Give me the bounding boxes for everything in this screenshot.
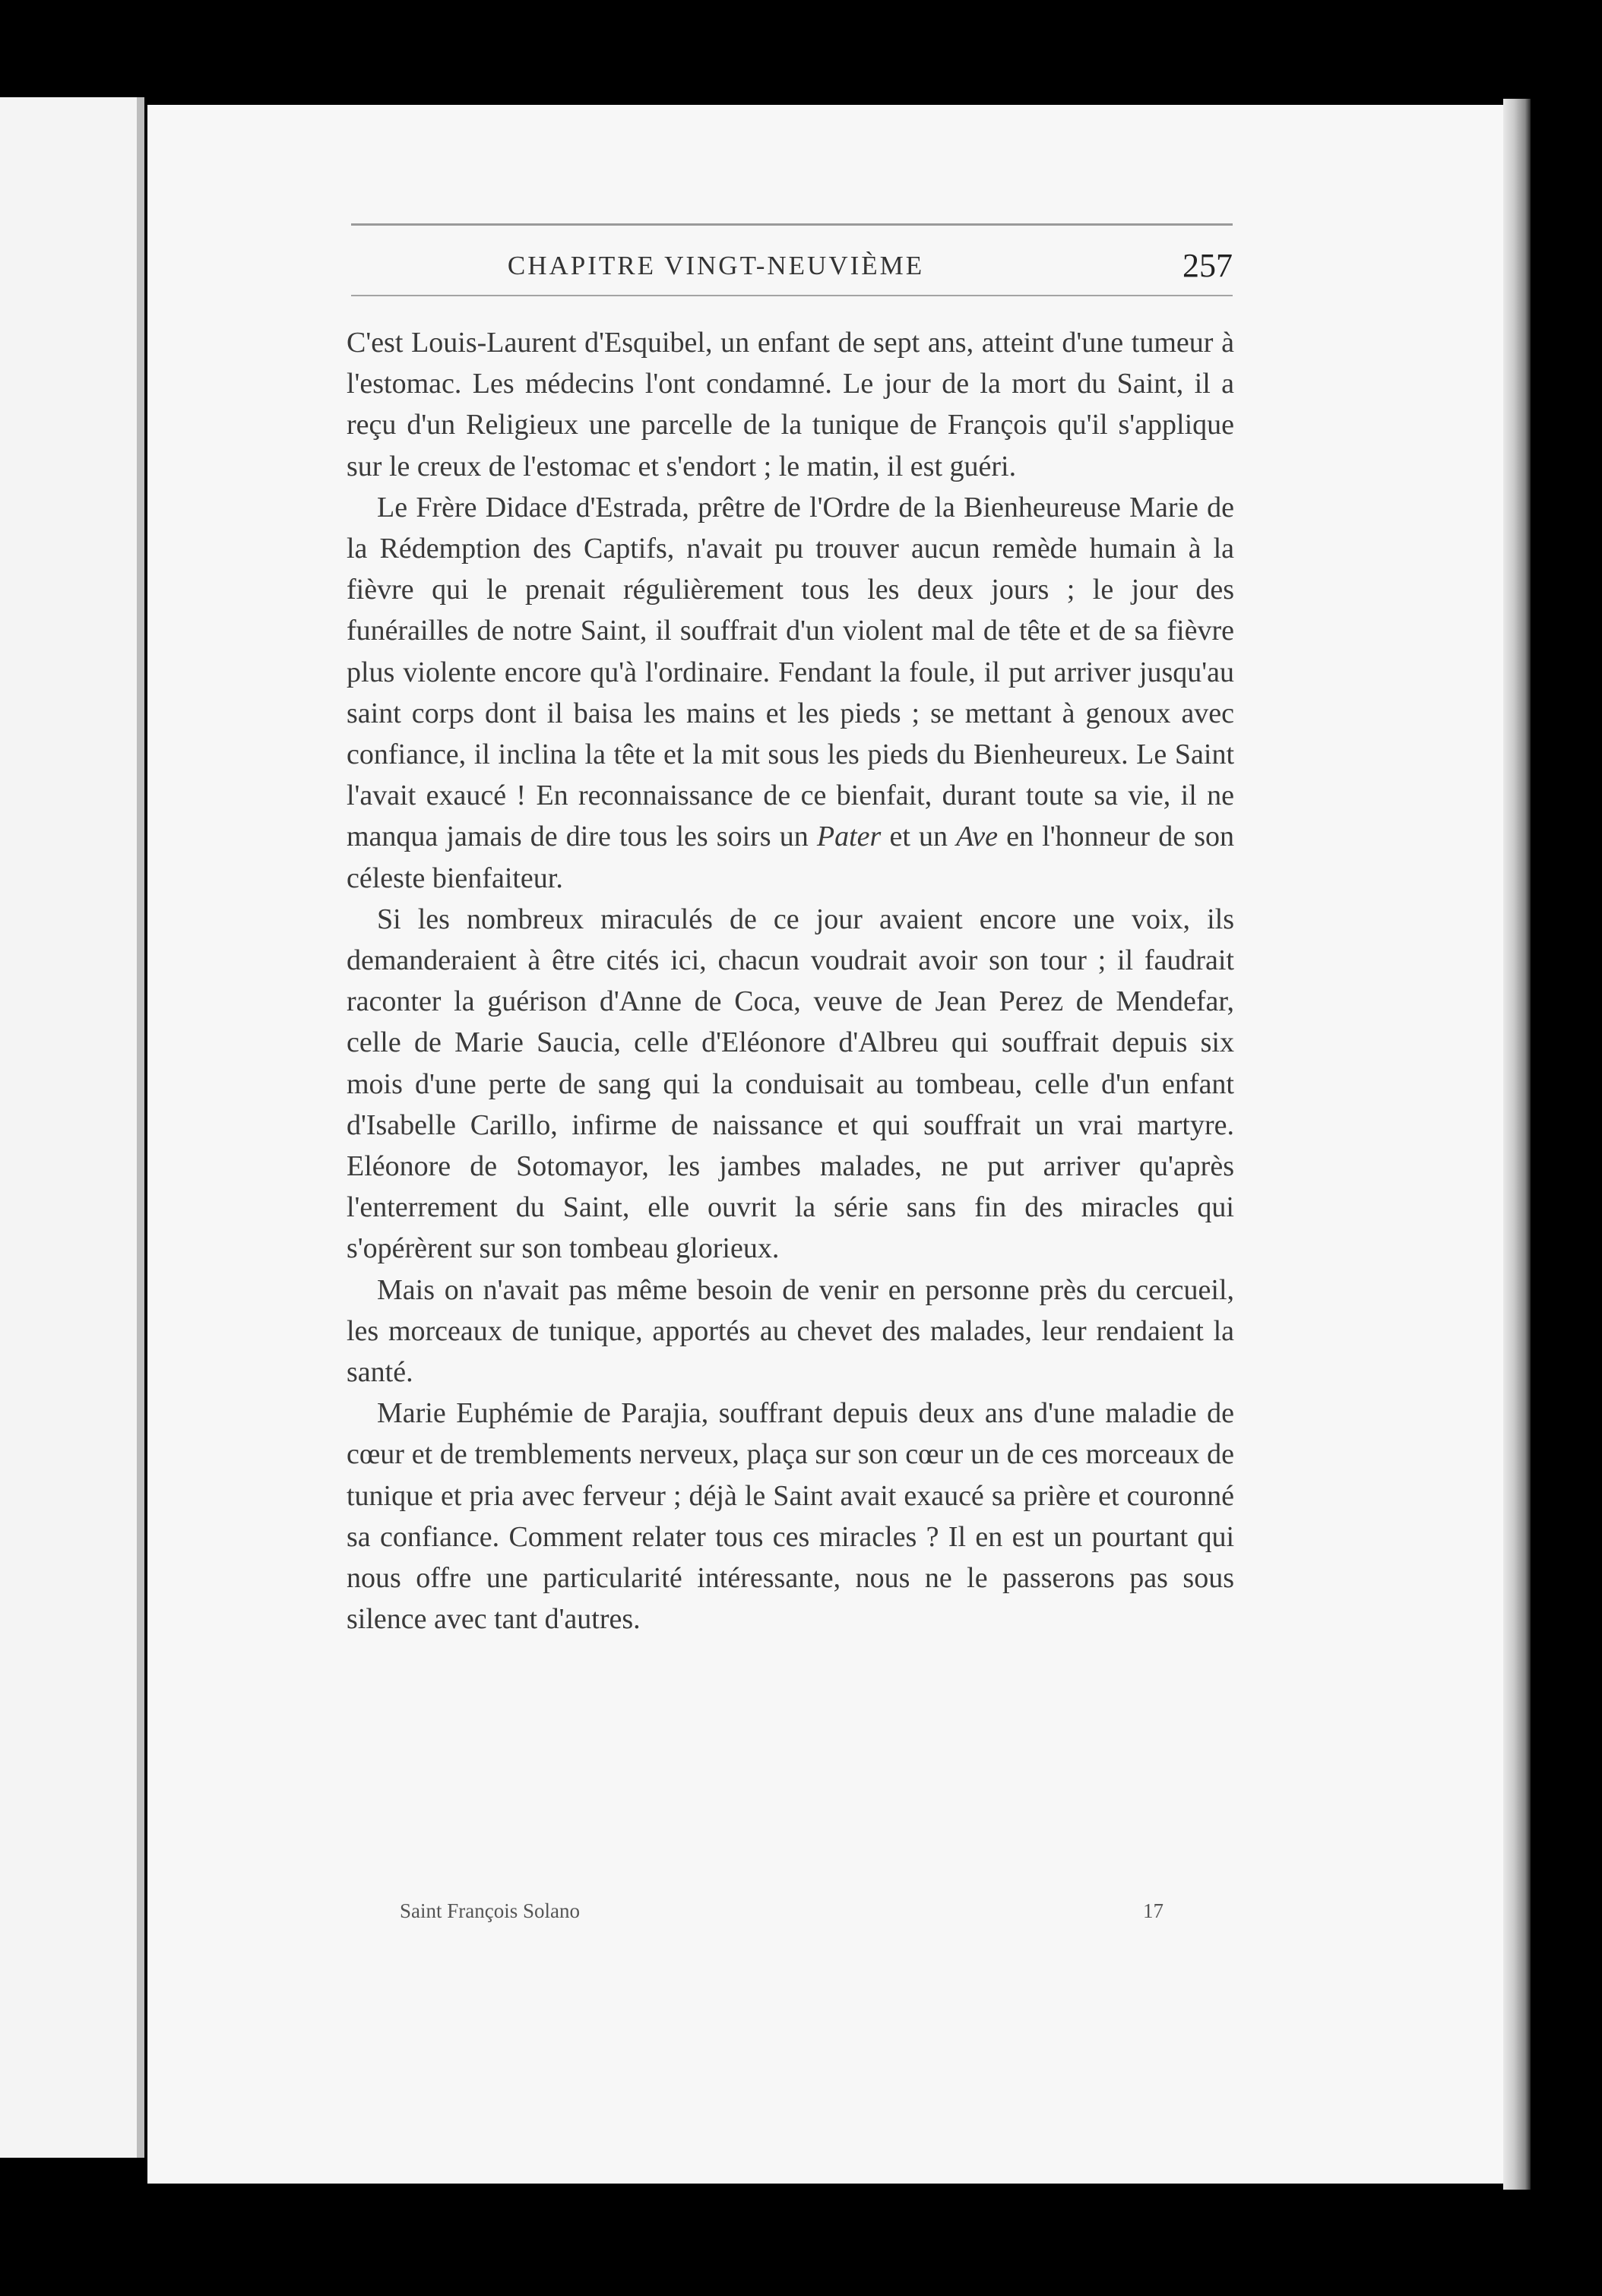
header-rule-bottom — [351, 295, 1233, 296]
signature-mark: 17 — [1143, 1899, 1164, 1922]
paragraph: Mais on n'avait pas même besoin de venir en personne près du cercueil, les morceaux de tunique, apportés au chevet des malades, leur rendaient la santé. — [347, 1273, 1234, 1389]
header-rule-top — [351, 223, 1233, 226]
body-text — [347, 322, 1234, 1640]
paragraph: Si les nombreux miraculés de ce jour avaient encore une voix, ils demanderaient à être cités ici, chacun voudrait avoir son tour ; il faudrait raconter la guérison d'Anne de Coca, veuve de Jean Perez de Mendefar, celle de Marie Saucia, celle d'Eléonore d'Albreu qui souffrait depuis six mois d'une perte de sang qui la conduisait au tombeau, celle d'un enfant d'Isabelle Carillo, infirme de naissance et qui souffrait un vrai martyre. Eléonore de Sotomayor, les jambes malades, ne put arriver qu'après l'enterrement du Saint, elle ouvrit la série sans fin des miracles qui s'opérèrent sur son tombeau glorieux. — [347, 903, 1234, 1265]
footer-book-title: Saint François Solano — [400, 1899, 580, 1922]
paragraph-text: Le Frère Didace d'Estrada, prêtre de l'Ordre de la Bienheureuse Marie de la Rédemption des Captifs, n'avait pu trouver aucun remède humain à la fièvre qui le prenait régulièrement tous les deux jours ; le jour des funérailles de notre Saint, il souffrait d'un violent mal de tête et de sa fièvre plus violente encore qu'à l'ordinaire. Fendant la foule, il put arriver jusqu'au saint corps dont il baisa les mains et les pieds ; se mettant à genoux avec confiance, il inclina la tête et la mit sous les pieds du Bienheureux. Le Saint l'avait exaucé ! En reconnaissance de ce bienfait, durant toute sa vie, il ne manqua jamais de dire tous les soirs un — [347, 491, 1234, 853]
paragraph: Marie Euphémie de Parajia, souffrant depuis deux ans d'une maladie de cœur et de tremblements nerveux, plaça sur son cœur un de ces morceaux de tunique et pria avec ferveur ; déjà le Saint avait exaucé sa prière et couronné sa confiance. Comment relater tous ces miracles ? Il en est un pourtant qui nous offre une particularité intéressante, nous ne le passerons pas sous silence avec tant d'autres. — [347, 1397, 1234, 1636]
running-head — [351, 223, 1233, 299]
page-number: 257 — [1183, 247, 1233, 284]
page-stack-edge — [1503, 99, 1531, 2190]
paragraph — [347, 487, 1234, 899]
paragraph-text: en l'honneur de son céleste bienfaiteur. — [347, 821, 1235, 894]
italic-term: Ave — [956, 821, 999, 853]
paragraph: C'est Louis-Laurent d'Esquibel, un enfant de sept ans, atteint d'une tumeur à l'estomac. Les médecins l'ont condamné. Le jour de la mort du Saint, il a reçu d'un Religieux une parcelle de la tunique de François qu'il s'applique sur le creux de l'estomac et s'endort ; le matin, il est guéri. — [347, 327, 1234, 482]
italic-term: Pater — [816, 821, 882, 853]
facing-page-edge — [0, 97, 137, 2158]
paragraph-text: et un — [889, 821, 948, 853]
chapter-title: CHAPITRE VINGT-NEUVIÈME — [507, 251, 925, 280]
page-footer — [400, 1899, 1175, 1930]
book-gutter — [137, 97, 144, 2158]
